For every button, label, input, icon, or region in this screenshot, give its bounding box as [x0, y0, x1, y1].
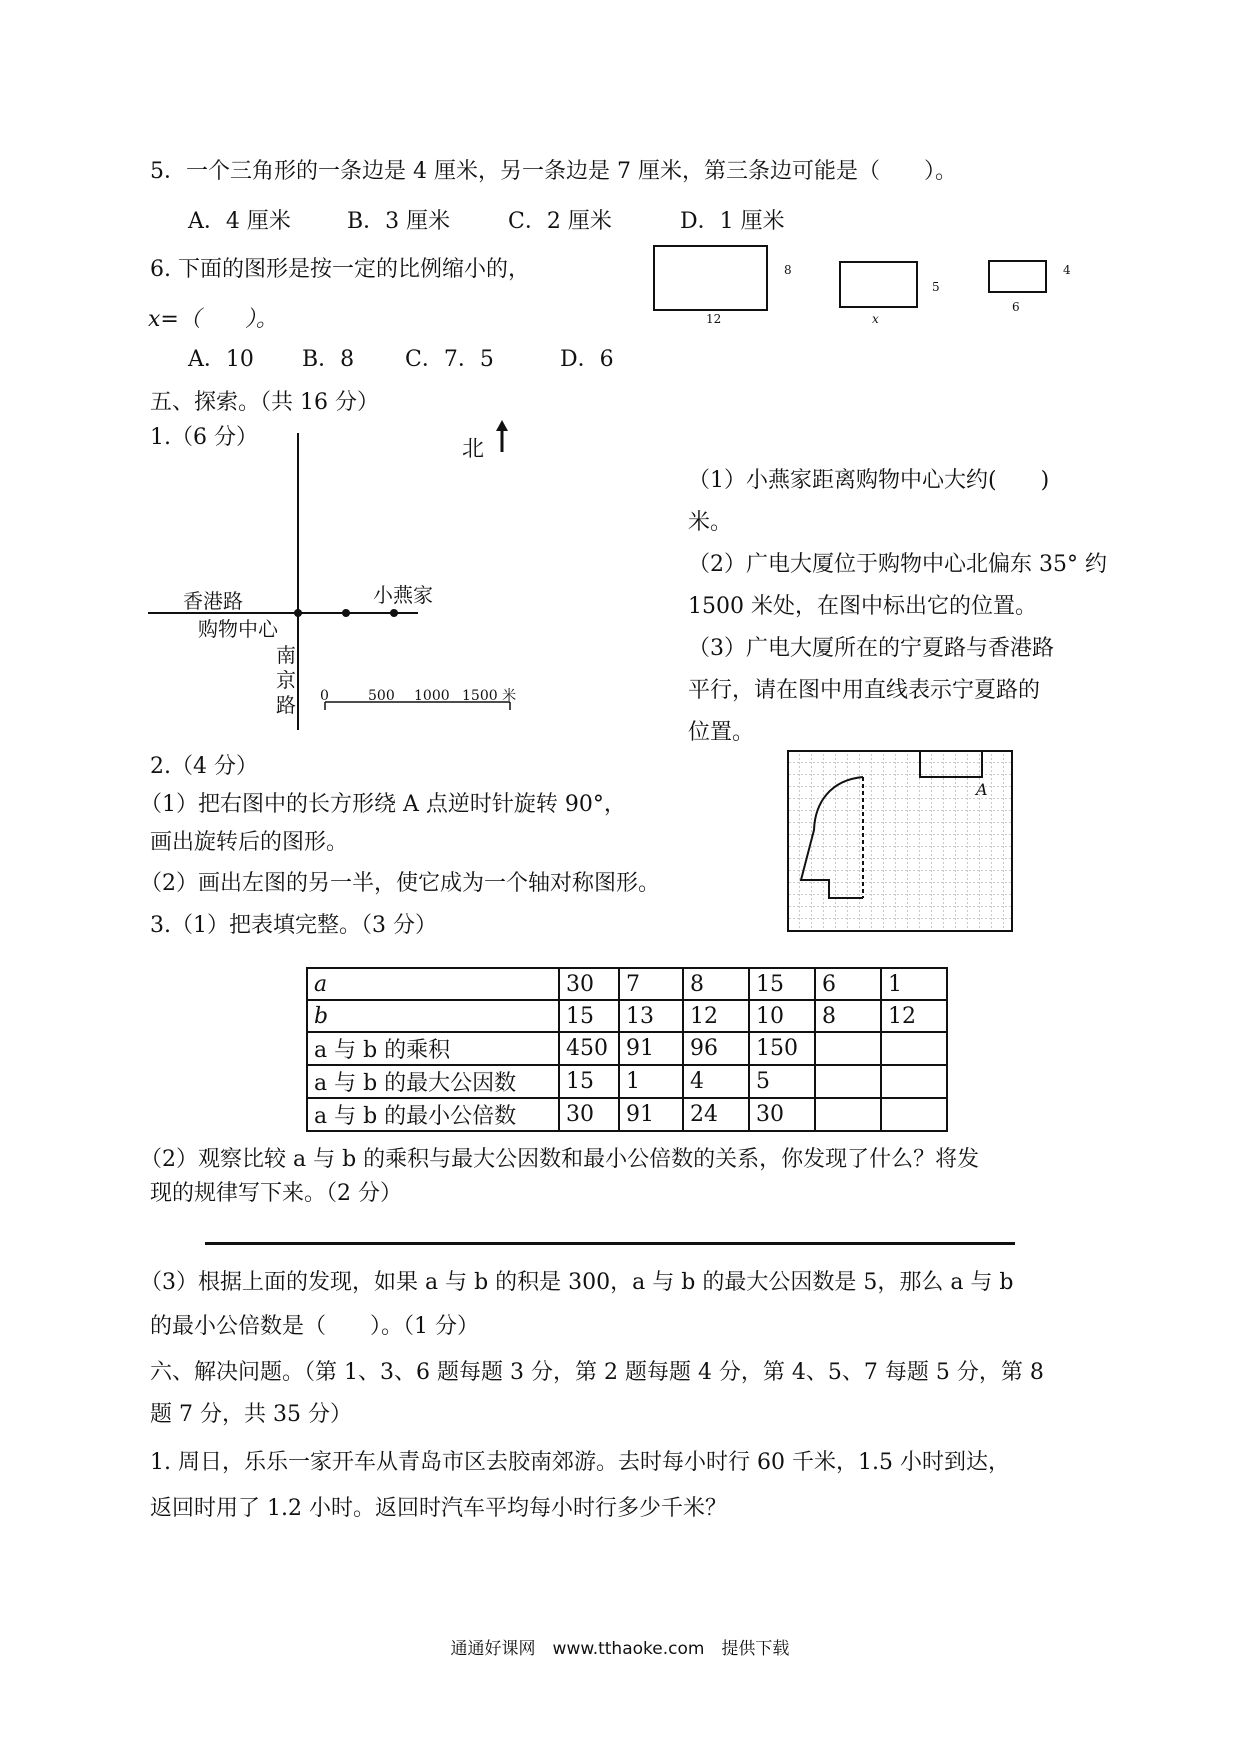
- sec5-p3-q3a: （3）根据上面的发现，如果 a 与 b 的积是 300，a 与 b 的最大公因数是 5，那么 a 与 b: [140, 1270, 1014, 1295]
- q6-option-a: A．10: [188, 347, 254, 372]
- ab-table: [306, 967, 948, 1132]
- table-cell: 450: [559, 1032, 619, 1065]
- map-scale-500: 500: [368, 688, 395, 704]
- map-scale-1500: 1500 米: [462, 688, 517, 704]
- sec5-p2-line3: （2）画出左图的另一半，使它成为一个轴对称图形。: [140, 871, 660, 896]
- table-cell: a 与 b 的乘积: [307, 1032, 559, 1065]
- table-row: [307, 1000, 947, 1032]
- map-scale-1000: 1000: [414, 688, 450, 704]
- table-cell: 91: [619, 1098, 683, 1131]
- q6-rect-medium-height: 5: [932, 280, 940, 294]
- q6-rect-small-height: 4: [1063, 263, 1071, 277]
- table-cell: 15: [749, 968, 815, 1000]
- map-north-label: 北: [462, 437, 485, 462]
- sec5-p1-q1a: （1）小燕家距离购物中心大约( ): [688, 468, 1050, 493]
- table-cell: b: [307, 1000, 559, 1032]
- table-cell: [881, 1032, 947, 1065]
- footer: 通通好课网 www.tthaoke.com 提供下载: [450, 1639, 790, 1659]
- table-cell: 96: [683, 1032, 749, 1065]
- map-shopping-center: 购物中心: [198, 617, 278, 641]
- section-6-title-2: 题 7 分，共 35 分）: [150, 1402, 352, 1427]
- sec5-p2-line1: （1）把右图中的长方形绕 A 点逆时针旋转 90°，: [140, 792, 626, 817]
- table-cell: [815, 1098, 881, 1131]
- sec5-p3-q3b: 的最小公倍数是（ ）。（1 分）: [150, 1314, 479, 1339]
- sec6-q1a: 1. 周日，乐乐一家开车从青岛市区去胶南郊游。去时每小时行 60 千米，1.5 小时到达，: [150, 1450, 1010, 1475]
- map-road-nanjing-1: 南: [276, 643, 296, 667]
- table-row: [307, 1032, 947, 1065]
- table-cell: 150: [749, 1032, 815, 1065]
- sec5-p2-line2: 画出旋转后的图形。: [150, 830, 349, 855]
- section-5-title: 五、探索。（共 16 分）: [150, 390, 379, 415]
- q5-stem: 5．一个三角形的一条边是 4 厘米，另一条边是 7 厘米，第三条边可能是（ ）。: [150, 159, 957, 184]
- q6-rect-small: [988, 260, 1047, 293]
- table-cell: 1: [619, 1065, 683, 1098]
- sec5-p1-q3b: 平行，请在图中用直线表示宁夏路的: [688, 678, 1041, 703]
- table-cell: 12: [683, 1000, 749, 1032]
- q6-rect-small-width: 6: [1012, 300, 1020, 314]
- sec5-p3-q2b: 现的规律写下来。（2 分）: [150, 1181, 402, 1206]
- sec5-p3-label: 3.（1）把表填完整。（3 分）: [150, 913, 437, 938]
- q6-rect-large-height: 8: [784, 263, 792, 277]
- section-6-title-1: 六、解决问题。（第 1、3、6 题每题 3 分，第 2 题每题 4 分，第 4、5、7 每题 5 分，第 8: [150, 1360, 1044, 1385]
- table-cell: 12: [881, 1000, 947, 1032]
- sec6-q1b: 返回时用了 1.2 小时。返回时汽车平均每小时行多少千米？: [150, 1496, 727, 1521]
- table-cell: 4: [683, 1065, 749, 1098]
- sec5-p1-q2b: 1500 米处，在图中标出它的位置。: [688, 594, 1037, 619]
- table-cell: 7: [619, 968, 683, 1000]
- table-cell: a 与 b 的最大公因数: [307, 1065, 559, 1098]
- table-cell: a: [307, 968, 559, 1000]
- table-cell: 6: [815, 968, 881, 1000]
- sec5-p3-q2a: （2）观察比较 a 与 b 的乘积与最大公因数和最小公倍数的关系，你发现了什么？将发: [140, 1147, 980, 1172]
- table-cell: 8: [683, 968, 749, 1000]
- q6-x-prompt: x=（ ）。: [148, 307, 278, 332]
- map-road-hongkong: 香港路: [183, 589, 243, 613]
- table-cell: 24: [683, 1098, 749, 1131]
- table-cell: 15: [559, 1000, 619, 1032]
- table-cell: a 与 b 的最小公倍数: [307, 1098, 559, 1131]
- q6-option-c: C．7．5: [405, 347, 494, 372]
- q6-rect-large-width: 12: [706, 312, 722, 326]
- q5-option-b: B．3 厘米: [347, 209, 451, 234]
- q6-option-d: D．6: [560, 347, 614, 372]
- table-cell: 8: [815, 1000, 881, 1032]
- table-cell: 30: [559, 1098, 619, 1131]
- table-cell: [881, 1098, 947, 1131]
- table-cell: 5: [749, 1065, 815, 1098]
- q6-rect-large: [653, 245, 768, 311]
- sec5-p1-q1b: 米。: [688, 510, 733, 535]
- q5-option-a: A．4 厘米: [188, 209, 291, 234]
- grid-point-a-label: A: [976, 780, 988, 799]
- table-cell: 1: [881, 968, 947, 1000]
- table-row: [307, 1065, 947, 1098]
- q5-option-c: C．2 厘米: [508, 209, 612, 234]
- sec5-p1-q3c: 位置。: [688, 720, 755, 745]
- table-cell: [815, 1065, 881, 1098]
- q6-rect-medium-width: x: [872, 312, 879, 326]
- q6-rect-medium: [839, 261, 918, 308]
- table-cell: 15: [559, 1065, 619, 1098]
- map-scale-0: 0: [320, 688, 329, 704]
- q6-stem: 6. 下面的图形是按一定的比例缩小的，: [150, 257, 530, 282]
- table-cell: 30: [749, 1098, 815, 1131]
- sec5-p2-label: 2.（4 分）: [150, 754, 258, 779]
- map-road-nanjing-2: 京: [276, 668, 296, 692]
- table-cell: 10: [749, 1000, 815, 1032]
- sec5-p1-q2a: （2）广电大厦位于购物中心北偏东 35° 约: [688, 552, 1107, 577]
- table-row: [307, 1098, 947, 1131]
- answer-line[interactable]: [205, 1242, 1015, 1245]
- map-road-nanjing-3: 路: [276, 693, 296, 717]
- table-cell: 91: [619, 1032, 683, 1065]
- table-cell: [881, 1065, 947, 1098]
- sec5-p1-label: 1.（6 分）: [150, 425, 258, 450]
- map-home: 小燕家: [373, 583, 433, 607]
- q5-option-d: D．1 厘米: [680, 209, 785, 234]
- table-row: [307, 968, 947, 1000]
- q6-option-b: B．8: [302, 347, 355, 372]
- table-cell: [815, 1032, 881, 1065]
- table-cell: 30: [559, 968, 619, 1000]
- table-cell: 13: [619, 1000, 683, 1032]
- sec5-p1-q3a: （3）广电大厦所在的宁夏路与香港路: [688, 636, 1054, 661]
